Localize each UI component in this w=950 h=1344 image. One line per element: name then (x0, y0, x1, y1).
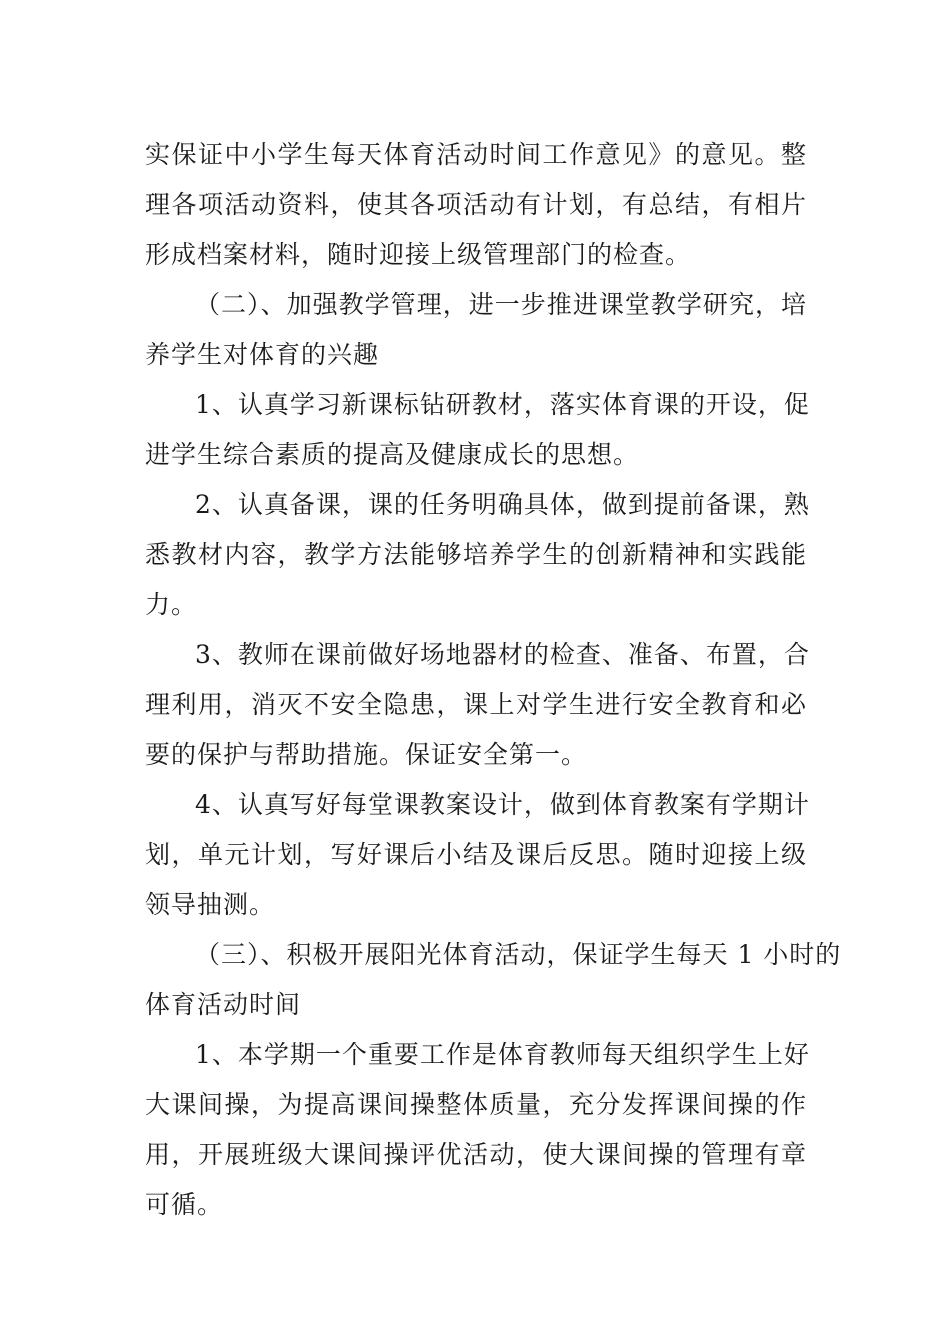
text-line: 力。 (145, 590, 198, 619)
paragraph-1 (145, 130, 807, 280)
text-line: 要的保护与帮助措施。保证安全第一。 (145, 740, 588, 769)
text-line: 进学生综合素质的提高及健康成长的思想。 (145, 440, 640, 469)
text-line: 实保证中小学生每天体育活动时间工作意见》的意见。整 (145, 140, 807, 169)
text-line: 2、认真备课，课的任务明确具体，做到提前备课，熟 (195, 490, 810, 519)
text-line: 1、本学期一个重要工作是体育教师每天组织学生上好 (195, 1040, 810, 1069)
text-line: （二）、加强教学管理，进一步推进课堂教学研究，培 (195, 290, 807, 319)
section-heading-3 (145, 930, 842, 1030)
text-line: 形成档案材料，随时迎接上级管理部门的检查。 (145, 240, 692, 269)
document-body (145, 130, 842, 1230)
text-line: 可循。 (145, 1190, 224, 1219)
text-line: 4、认真写好每堂课教案设计，做到体育教案有学期计 (195, 790, 810, 819)
text-line: 划，单元计划，写好课后小结及课后反思。随时迎接上级 (145, 840, 807, 869)
list-item-2 (145, 480, 810, 630)
text-line: 领导抽测。 (145, 890, 276, 919)
text-line: 体育活动时间 (145, 990, 302, 1019)
section-heading-2 (145, 280, 807, 380)
text-line: 大课间操，为提高课间操整体质量，充分发挥课间操的作 (145, 1090, 807, 1119)
list-item-3 (145, 630, 810, 780)
text-line: 3、教师在课前做好场地器材的检查、准备、布置，合 (195, 640, 810, 669)
text-line: 用，开展班级大课间操评优活动，使大课间操的管理有章 (145, 1140, 807, 1169)
list-item-1 (145, 380, 810, 480)
text-line: 理各项活动资料，使其各项活动有计划，有总结，有相片 (145, 190, 807, 219)
text-line: （三）、积极开展阳光体育活动，保证学生每天 1 小时的 (195, 940, 842, 969)
text-line: 1、认真学习新课标钻研教材，落实体育课的开设，促 (195, 390, 810, 419)
text-line: 悉教材内容，教学方法能够培养学生的创新精神和实践能 (145, 540, 807, 569)
text-line: 养学生对体育的兴趣 (145, 340, 380, 369)
list-item-4 (145, 780, 810, 930)
list-item-5 (145, 1030, 810, 1230)
text-line: 理利用，消灭不安全隐患，课上对学生进行安全教育和必 (145, 690, 807, 719)
